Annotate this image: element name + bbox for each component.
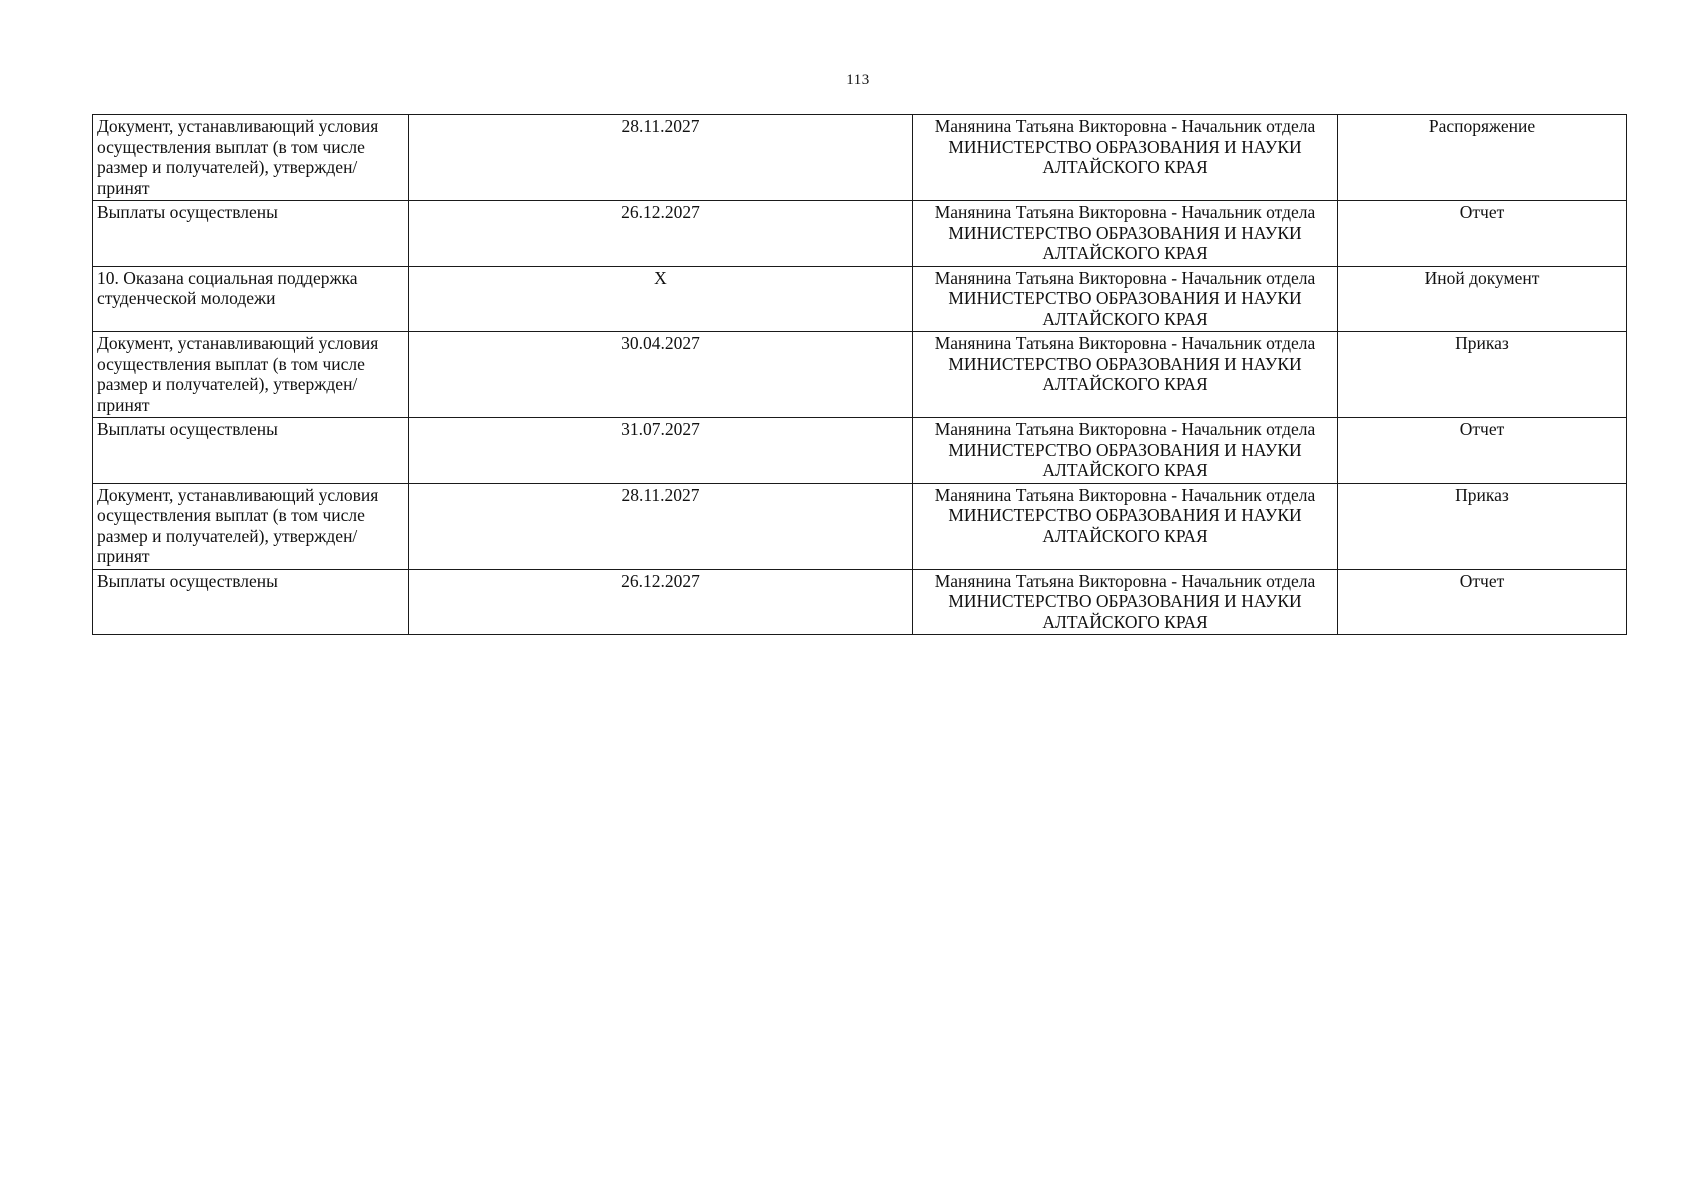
deadline-cell: 28.11.2027	[409, 115, 913, 201]
responsible-person: Манянина Татьяна Викторовна - Начальник отдела	[934, 419, 1316, 439]
table-row	[93, 332, 1627, 418]
responsible-cell	[913, 201, 1338, 267]
responsible-cell	[913, 483, 1338, 569]
deadline-cell: X	[409, 266, 913, 332]
document-type-cell: Иной документ	[1338, 266, 1627, 332]
responsible-person: Манянина Татьяна Викторовна - Начальник отдела	[934, 202, 1316, 222]
responsible-cell	[913, 418, 1338, 484]
event-name-cell: Выплаты осуществлены	[93, 201, 409, 267]
document-type-cell: Приказ	[1338, 332, 1627, 418]
document-type-cell: Приказ	[1338, 483, 1627, 569]
table-row	[93, 115, 1627, 201]
event-name-cell: Документ, устанавливающий условия осуществления выплат (в том числе размер и получателей), утвержден/принят	[93, 115, 409, 201]
responsible-cell	[913, 266, 1338, 332]
responsible-person: Манянина Татьяна Викторовна - Начальник отдела	[934, 333, 1316, 353]
deadline-cell: 28.11.2027	[409, 483, 913, 569]
event-name-cell: Выплаты осуществлены	[93, 418, 409, 484]
control-points-table	[92, 114, 1627, 635]
table-row	[93, 201, 1627, 267]
responsible-organization: МИНИСТЕРСТВО ОБРАЗОВАНИЯ И НАУКИ АЛТАЙСКОГО КРАЯ	[948, 353, 1302, 394]
event-name-cell: 10. Оказана социальная поддержка студенческой молодежи	[93, 266, 409, 332]
table-row	[93, 569, 1627, 635]
responsible-cell	[913, 332, 1338, 418]
deadline-cell: 30.04.2027	[409, 332, 913, 418]
document-type-cell: Отчет	[1338, 418, 1627, 484]
responsible-person: Манянина Татьяна Викторовна - Начальник отдела	[934, 484, 1316, 505]
responsible-organization: МИНИСТЕРСТВО ОБРАЗОВАНИЯ И НАУКИ АЛТАЙСКОГО КРАЯ	[948, 591, 1302, 632]
event-name-cell: Выплаты осуществлены	[93, 569, 409, 635]
responsible-organization: МИНИСТЕРСТВО ОБРАЗОВАНИЯ И НАУКИ АЛТАЙСКОГО КРАЯ	[948, 439, 1302, 480]
document-type-cell: Распоряжение	[1338, 115, 1627, 201]
table-row	[93, 266, 1627, 332]
responsible-organization: МИНИСТЕРСТВО ОБРАЗОВАНИЯ И НАУКИ АЛТАЙСКОГО КРАЯ	[948, 288, 1302, 329]
responsible-organization: МИНИСТЕРСТВО ОБРАЗОВАНИЯ И НАУКИ АЛТАЙСКОГО КРАЯ	[948, 136, 1302, 177]
deadline-cell: 31.07.2027	[409, 418, 913, 484]
deadline-cell: 26.12.2027	[409, 201, 913, 267]
table-row	[93, 418, 1627, 484]
document-type-cell: Отчет	[1338, 569, 1627, 635]
page-number: 113	[846, 72, 870, 88]
responsible-person: Манянина Татьяна Викторовна - Начальник отдела	[934, 570, 1316, 591]
event-name-cell: Документ, устанавливающий условия осуществления выплат (в том числе размер и получателей), утвержден/принят	[93, 483, 409, 569]
responsible-person: Манянина Татьяна Викторовна - Начальник отдела	[934, 267, 1316, 288]
event-name-cell: Документ, устанавливающий условия осуществления выплат (в том числе размер и получателей), утвержден/принят	[93, 332, 409, 418]
document-type-cell: Отчет	[1338, 201, 1627, 267]
responsible-cell	[913, 569, 1338, 635]
responsible-person: Манянина Татьяна Викторовна - Начальник отдела	[934, 116, 1316, 136]
responsible-organization: МИНИСТЕРСТВО ОБРАЗОВАНИЯ И НАУКИ АЛТАЙСКОГО КРАЯ	[948, 222, 1302, 263]
table-row	[93, 483, 1627, 569]
responsible-organization: МИНИСТЕРСТВО ОБРАЗОВАНИЯ И НАУКИ АЛТАЙСКОГО КРАЯ	[948, 505, 1302, 546]
deadline-cell: 26.12.2027	[409, 569, 913, 635]
responsible-cell	[913, 115, 1338, 201]
